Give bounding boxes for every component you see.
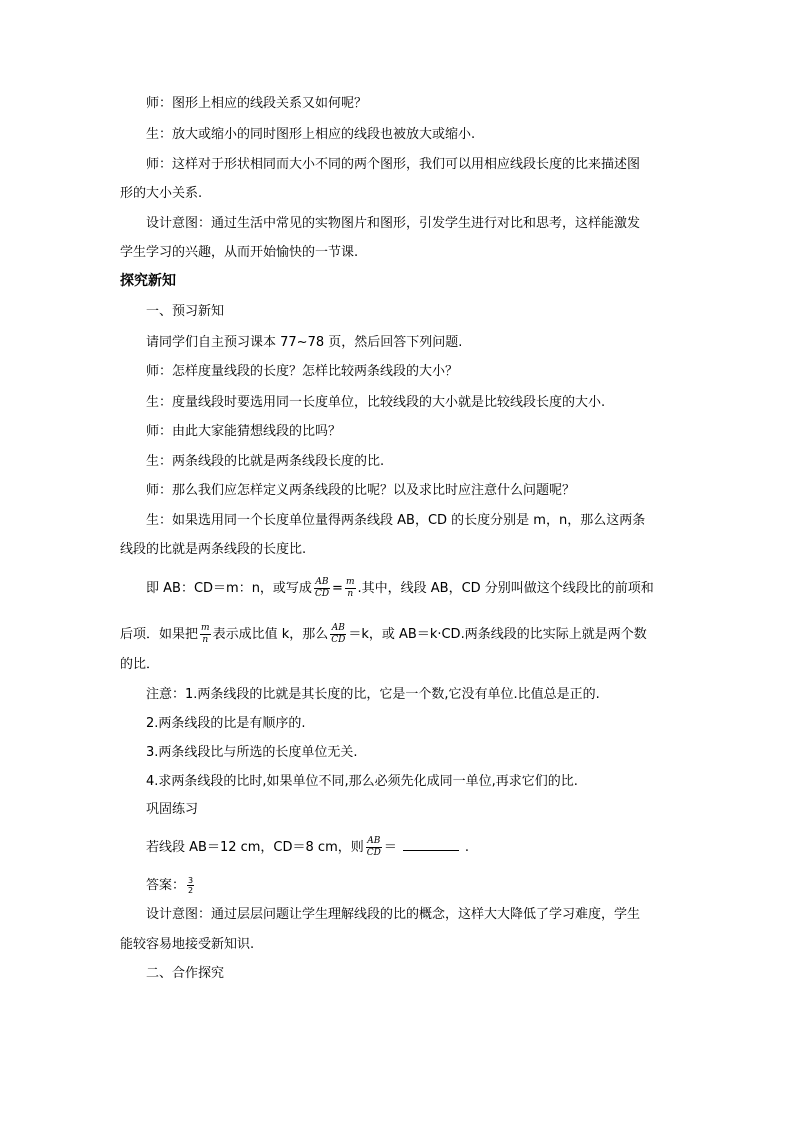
- equals-sign: ＝: [383, 840, 397, 855]
- note: 注意：1.两条线段的比就是其长度的比，它是一个数,它没有单位.比值总是正的.: [146, 687, 600, 702]
- note: 4.求两条线段的比时,如果单位不同,那么必须先化成同一单位,再求它们的比.: [146, 774, 578, 789]
- paragraph: 师：那么我们应怎样定义两条线段的比呢？以及求比时应注意什么问题呢？: [146, 483, 576, 498]
- paragraph: 的比．: [120, 657, 160, 672]
- fraction: [187, 876, 194, 895]
- paragraph: 师：由此大家能猜想线段的比吗？: [146, 424, 342, 439]
- paragraph: 能较容易地接受新知识.: [120, 937, 255, 952]
- text: 后项．如果把: [120, 627, 199, 642]
- paragraph: 请同学们自主预习课本 77~78 页，然后回答下列问题.: [146, 335, 463, 350]
- denominator: n: [347, 589, 354, 599]
- numerator: AB: [367, 836, 381, 846]
- answer-blank: [403, 838, 459, 851]
- subheading: 一、预习新知: [146, 304, 225, 319]
- equals-sign: =: [332, 581, 343, 596]
- text: .: [464, 840, 469, 855]
- paragraph: 生：如果选用同一个长度单位量得两条线段 AB，CD 的长度分别是 m，n，那么这两条: [146, 513, 646, 528]
- denominator: CD: [314, 589, 330, 599]
- answer-label: 答案：: [146, 878, 186, 893]
- fraction: [345, 577, 356, 600]
- section-heading: 探究新知: [120, 273, 176, 289]
- paragraph: 师：怎样度量线段的长度？怎样比较两条线段的大小？: [146, 364, 459, 379]
- formula-line: [146, 577, 654, 600]
- fraction: [200, 623, 211, 646]
- text: 即 AB：CD＝m：n，或写成: [146, 581, 312, 596]
- paragraph: 生：度量线段时要选用同一长度单位，比较线段的大小就是比较线段长度的大小.: [146, 395, 606, 410]
- paragraph: 设计意图：通过生活中常见的实物图片和图形，引发学生进行对比和思考，这样能激发: [146, 216, 641, 231]
- fraction: [366, 836, 382, 859]
- denominator: 2: [188, 886, 194, 895]
- subheading: 二、合作探究: [146, 966, 225, 981]
- fraction: [314, 577, 330, 600]
- text: .其中，线段 AB，CD 分别叫做这个线段比的前项和: [357, 581, 654, 596]
- text: 若线段 AB＝12 cm，CD＝8 cm，则: [146, 840, 364, 855]
- paragraph: 生：放大或缩小的同时图形上相应的线段也被放大或缩小.: [146, 127, 476, 142]
- paragraph: 学生学习的兴趣，从而开始愉快的一节课.: [120, 245, 359, 260]
- fraction: [330, 623, 346, 646]
- note: 2.两条线段的比是有顺序的.: [146, 716, 306, 731]
- denominator: CD: [331, 635, 346, 645]
- paragraph: 设计意图：通过层层问题让学生理解线段的比的概念，这样大大降低了学习难度，学生: [146, 907, 641, 922]
- formula-line: [120, 623, 647, 646]
- paragraph: 师：这样对于形状相同而大小不同的两个图形，我们可以用相应线段长度的比来描述图: [146, 157, 641, 172]
- numerator: AB: [331, 623, 345, 633]
- numerator: AB: [315, 577, 329, 587]
- paragraph: 师：图形上相应的线段关系又如何呢？: [146, 96, 368, 111]
- text: 表示成比值 k，那么: [212, 627, 329, 642]
- text: ＝k，或 AB＝k·CD.两条线段的比实际上就是两个数: [348, 627, 647, 642]
- note: 3.两条线段比与所选的长度单位无关.: [146, 745, 358, 760]
- numerator: m: [345, 577, 355, 587]
- subheading: 巩固练习: [146, 802, 199, 817]
- paragraph: 线段的比就是两条线段的长度比.: [120, 542, 307, 557]
- answer-line: [146, 876, 196, 895]
- numerator: m: [201, 623, 210, 633]
- paragraph: 形的大小关系.: [120, 186, 203, 201]
- exercise-line: [146, 836, 469, 859]
- denominator: n: [202, 635, 209, 645]
- denominator: CD: [366, 848, 381, 858]
- paragraph: 生：两条线段的比就是两条线段长度的比.: [146, 454, 385, 469]
- numerator: 3: [188, 876, 194, 885]
